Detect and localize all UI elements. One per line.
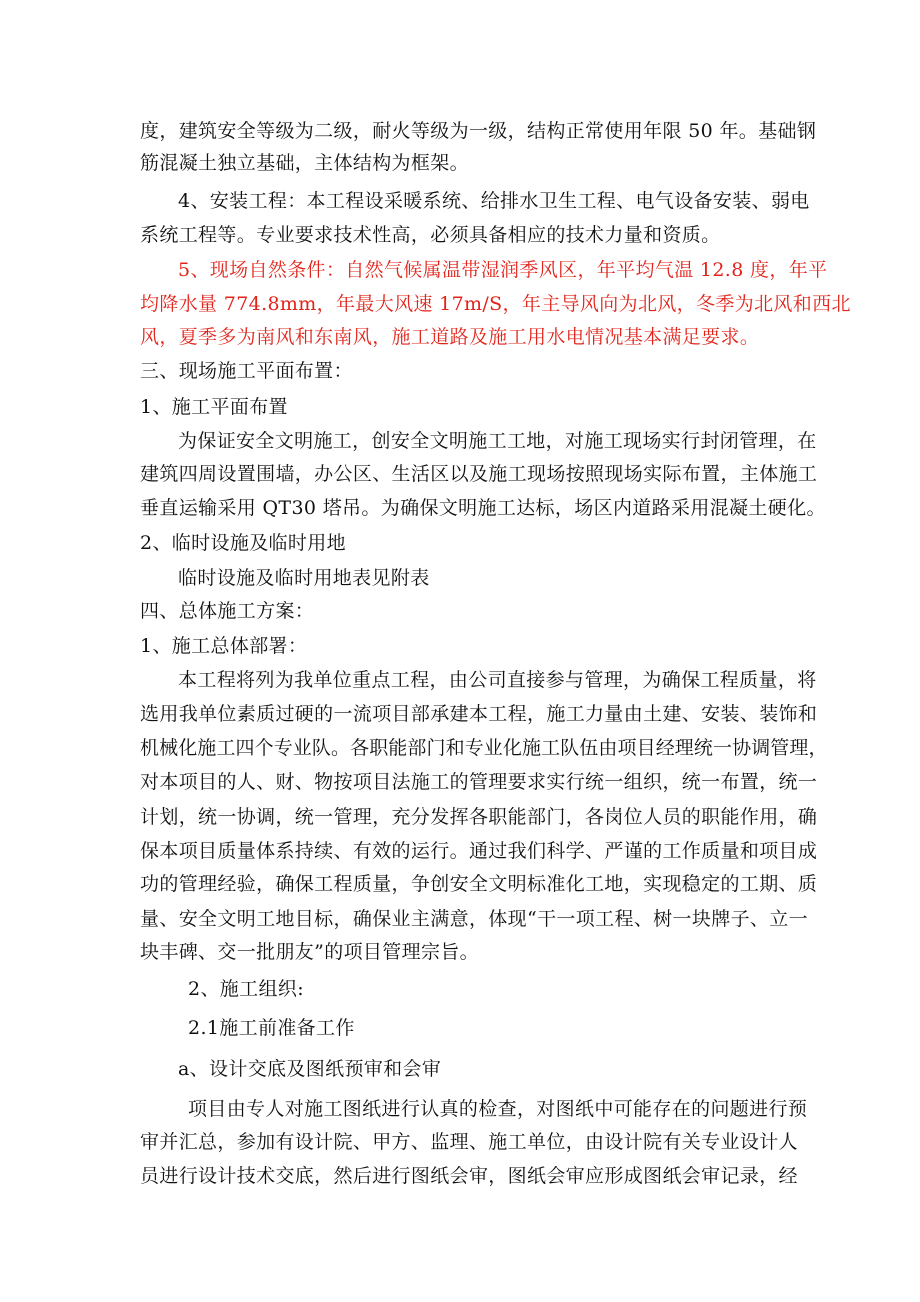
text-line: 对本项目的人、财、物按项目法施工的管理要求实行统一组织，统一布置，统一 — [140, 771, 818, 793]
text-line: 功的管理经验，确保工程质量，争创安全文明标准化工地，实现稳定的工期、质 — [140, 873, 818, 895]
text-line: 度，建筑安全等级为二级，耐火等级为一级，结构正常使用年限 50 年。基础钢 — [140, 120, 817, 142]
subsection-heading: 2、施工组织: — [188, 978, 304, 1000]
subsection-heading: 1、施工平面布置 — [140, 396, 288, 418]
text-line: 垂直运输采用 QT30 塔吊。为确保文明施工达标，场区内道路采用混凝土硬化。 — [140, 497, 826, 519]
text-line: 计划，统一协调，统一管理，充分发挥各职能部门，各岗位人员的职能作用，确 — [140, 806, 818, 828]
text-line: 临时设施及临时用地表见附表 — [178, 567, 430, 589]
text-line: 块丰碑、交一批朋友”的项目管理宗旨。 — [140, 941, 480, 963]
subsection-heading: a、设计交底及图纸预审和会审 — [178, 1058, 442, 1080]
text-line: 选用我单位素质过硬的一流项目部承建本工程，施工力量由土建、安装、装饰和 — [140, 703, 818, 725]
text-line: 系统工程等。专业要求技术性高，必须具备相应的技术力量和资质。 — [140, 224, 721, 246]
subsection-heading: 2.1施工前准备工作 — [188, 1017, 355, 1039]
text-line: 保本项目质量体系持续、有效的运行。通过我们科学、严谨的工作质量和项目成 — [140, 840, 818, 862]
text-line: 为保证安全文明施工，创安全文明施工工地，对施工现场实行封闭管理，在 — [178, 430, 817, 452]
section-heading: 三、现场施工平面布置： — [140, 360, 353, 382]
text-line-highlight: 5、现场自然条件：自然气候属温带湿润季风区，年平均气温 12.8 度，年平 — [178, 259, 828, 281]
text-line: 机械化施工四个专业队。各职能部门和专业化施工队伍由项目经理统一协调管理， — [140, 737, 828, 759]
text-line-highlight: 均降水量 774.8mm，年最大风速 17m/S，年主导风向为北风，冬季为北风和西北 — [140, 293, 851, 315]
text-line: 员进行设计技术交底，然后进行图纸会审，图纸会审应形成图纸会审记录，经 — [140, 1165, 798, 1187]
text-line: 审并汇总，参加有设计院、甲方、监理、施工单位，由设计院有关专业设计人 — [140, 1131, 798, 1153]
text-line: 量、安全文明工地目标，确保业主满意，体现“干一项工程、树一块牌子、立一 — [140, 908, 808, 930]
subsection-heading: 1、施工总体部署： — [140, 635, 308, 657]
text-line: 建筑四周设置围墙，办公区、生活区以及施工现场按照现场实际布置，主体施工 — [140, 463, 818, 485]
text-line-highlight: 风，夏季多为南风和东南风，施工道路及施工用水电情况基本满足要求。 — [140, 326, 760, 348]
text-line: 本工程将列为我单位重点工程，由公司直接参与管理，为确保工程质量，将 — [178, 669, 817, 691]
subsection-heading: 2、临时设施及临时用地 — [140, 532, 346, 554]
text-line: 4、安装工程：本工程设采暖系统、给排水卫生工程、电气设备安装、弱电 — [178, 190, 810, 212]
text-line: 筋混凝土独立基础，主体结构为框架。 — [140, 152, 469, 174]
text-line: 项目由专人对施工图纸进行认真的检查，对图纸中可能存在的问题进行预 — [188, 1098, 808, 1120]
section-heading: 四、总体施工方案： — [140, 600, 315, 622]
